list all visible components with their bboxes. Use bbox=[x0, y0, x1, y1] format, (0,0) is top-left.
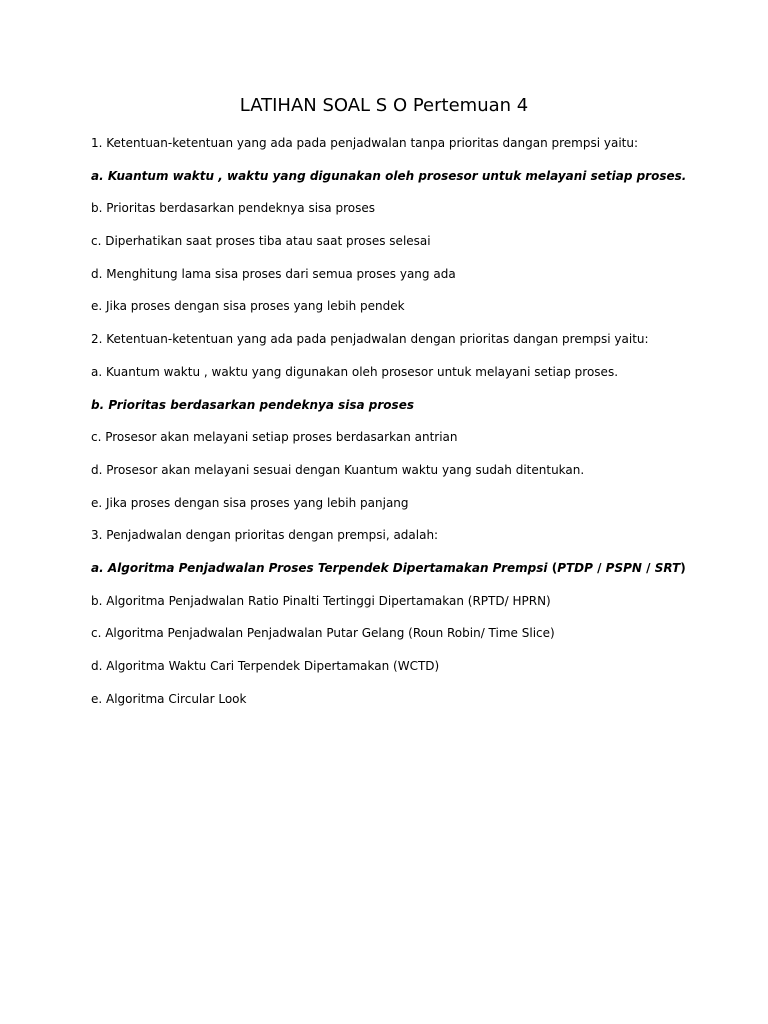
question-2: 2. Ketentuan-ketentuan yang ada pada penjadwalan dengan prioritas dangan prempsi yaitu: bbox=[91, 332, 649, 347]
question-3-option-c: c. Algoritma Penjadwalan Penjadwalan Putar Gelang (Roun Robin/ Time Slice) bbox=[91, 626, 555, 641]
option-a-abbr-2: PSPN bbox=[601, 560, 647, 575]
option-a-slash-2: / bbox=[646, 560, 651, 575]
question-2-option-c: c. Prosesor akan melayani setiap proses berdasarkan antrian bbox=[91, 430, 458, 445]
question-1-option-e: e. Jika proses dengan sisa proses yang lebih pendek bbox=[91, 299, 405, 314]
option-a-open-paren: ( bbox=[551, 560, 558, 575]
option-a-abbr-3: SRT bbox=[650, 560, 681, 575]
question-2-option-a: a. Kuantum waktu , waktu yang digunakan oleh prosesor untuk melayani setiap proses. bbox=[91, 364, 619, 379]
question-3: 3. Penjadwalan dengan prioritas dengan prempsi, adalah: bbox=[91, 528, 439, 543]
question-1-option-a-answer: a. Kuantum waktu , waktu yang digunakan oleh prosesor untuk melayani setiap proses. bbox=[91, 168, 687, 183]
question-list bbox=[91, 135, 731, 723]
question-1-option-b: b. Prioritas berdasarkan pendeknya sisa proses bbox=[91, 201, 375, 216]
question-2-option-e: e. Jika proses dengan sisa proses yang lebih panjang bbox=[91, 495, 409, 510]
option-a-text: a. Algoritma Penjadwalan Proses Terpendek Dipertamakan Prempsi bbox=[91, 560, 552, 575]
question-3-option-e: e. Algoritma Circular Look bbox=[91, 691, 247, 706]
question-1-option-c: c. Diperhatikan saat proses tiba atau saat proses selesai bbox=[91, 234, 431, 249]
option-a-abbr-1: PTDP bbox=[557, 560, 598, 575]
option-a-slash-1: / bbox=[597, 560, 602, 575]
question-1-option-d: d. Menghitung lama sisa proses dari semua proses yang ada bbox=[91, 266, 456, 281]
question-3-option-a-answer bbox=[91, 560, 731, 576]
question-1: 1. Ketentuan-ketentuan yang ada pada penjadwalan tanpa prioritas dangan prempsi yaitu: bbox=[91, 136, 639, 150]
question-3-option-b: b. Algoritma Penjadwalan Ratio Pinalti Tertinggi Dipertamakan (RPTD/ HPRN) bbox=[91, 593, 551, 608]
question-3-option-d: d. Algoritma Waktu Cari Terpendek Dipertamakan (WCTD) bbox=[91, 659, 440, 673]
question-2-option-d: d. Prosesor akan melayani sesuai dengan Kuantum waktu yang sudah ditentukan. bbox=[91, 462, 585, 477]
page-title: LATIHAN SOAL S O Pertemuan 4 bbox=[239, 95, 529, 116]
option-a-close-paren: ) bbox=[680, 560, 686, 575]
question-2-option-b-answer: b. Prioritas berdasarkan pendeknya sisa proses bbox=[91, 397, 414, 412]
